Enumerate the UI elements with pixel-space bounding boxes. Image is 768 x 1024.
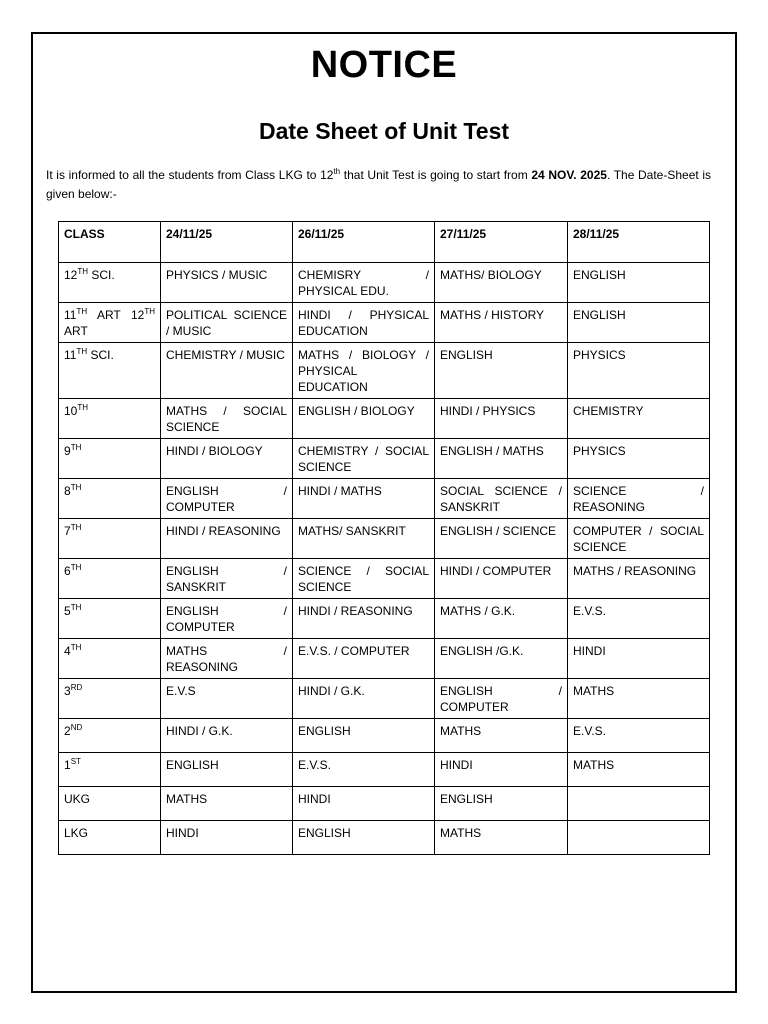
subject-cell: ENGLISH (435, 787, 568, 821)
class-cell (59, 639, 161, 679)
class-cell (59, 439, 161, 479)
subject-cell: HINDI (161, 821, 293, 855)
intro-text-1: It is informed to all the students from Class LKG to 12 (46, 168, 334, 182)
class-class-rest: ART 12 (87, 308, 145, 322)
intro-sup: th (333, 167, 341, 176)
table-row (59, 559, 710, 599)
subject-cell: ENGLISH (293, 719, 435, 753)
subject-cell: PHYSICS (568, 343, 710, 399)
subject-cell: E.V.S. (568, 599, 710, 639)
subject-cell: ENGLISH / SANSKRIT (161, 559, 293, 599)
subject-cell: MATHS / REASONING (161, 639, 293, 679)
class-class-rest: SCI. (88, 268, 115, 282)
class-cell (59, 599, 161, 639)
subject-cell: CHEMISRY / PHYSICAL EDU. (293, 263, 435, 303)
subject-cell: E.V.S (161, 679, 293, 719)
subject-cell: ENGLISH / COMPUTER (161, 599, 293, 639)
class-cell (59, 479, 161, 519)
class-class-sup2: TH (144, 307, 155, 316)
class-class-num: 1 (64, 758, 71, 772)
subject-cell: E.V.S. (568, 719, 710, 753)
subject-cell: HINDI / MATHS (293, 479, 435, 519)
subject-cell: SCIENCE / REASONING (568, 479, 710, 519)
class-cell (59, 559, 161, 599)
subject-cell: SCIENCE / SOCIAL SCIENCE (293, 559, 435, 599)
table-row (59, 263, 710, 303)
table-row (59, 753, 710, 787)
class-class-sup: ND (70, 723, 83, 732)
class-class-sup: TH (76, 347, 88, 356)
subject-cell: ENGLISH (568, 263, 710, 303)
subject-cell: MATHS/ BIOLOGY (435, 263, 568, 303)
class-class-num: 9 (64, 444, 71, 458)
table-row (59, 479, 710, 519)
subject-cell: COMPUTER / SOCIAL SCIENCE (568, 519, 710, 559)
header-date-2: 26/11/25 (293, 222, 435, 263)
date-sheet-subtitle: Date Sheet of Unit Test (258, 118, 510, 144)
subject-cell: ENGLISH / MATHS (435, 439, 568, 479)
class-class-sup: TH (70, 643, 82, 652)
class-class-sup: TH (70, 523, 82, 532)
subject-cell: ENGLISH (568, 303, 710, 343)
subject-cell: HINDI (568, 639, 710, 679)
subject-cell: E.V.S. (293, 753, 435, 787)
class-class-num: 10 (64, 404, 78, 418)
subject-cell: HINDI / BIOLOGY (161, 439, 293, 479)
subject-cell: MATHS / REASONING (568, 559, 710, 599)
subject-cell: CHEMISTRY / SOCIAL SCIENCE (293, 439, 435, 479)
class-cell (59, 719, 161, 753)
subject-cell: ENGLISH / COMPUTER (435, 679, 568, 719)
class-class-num: 3 (64, 684, 71, 698)
subject-cell: HINDI (435, 753, 568, 787)
subject-cell: ENGLISH (161, 753, 293, 787)
class-class-sup: RD (70, 683, 83, 692)
subject-cell: PHYSICS (568, 439, 710, 479)
subject-cell: HINDI / PHYSICAL EDUCATION (293, 303, 435, 343)
subject-cell: ENGLISH / BIOLOGY (293, 399, 435, 439)
subject-cell: MATHS (568, 753, 710, 787)
subject-cell: MATHS (435, 821, 568, 855)
subject-cell: ENGLISH (435, 343, 568, 399)
subject-cell (568, 821, 710, 855)
class-class-sup: TH (77, 267, 89, 276)
class-class-num: 7 (64, 524, 71, 538)
header-date-4: 28/11/25 (568, 222, 710, 263)
subject-cell: CHEMISTRY / MUSIC (161, 343, 293, 399)
subject-cell: HINDI / PHYSICS (435, 399, 568, 439)
class-cell (59, 263, 161, 303)
table-row (59, 439, 710, 479)
header-date-3: 27/11/25 (435, 222, 568, 263)
subject-cell: ENGLISH / COMPUTER (161, 479, 293, 519)
table-row (59, 821, 710, 855)
subject-cell: HINDI / REASONING (293, 599, 435, 639)
class-cell (59, 679, 161, 719)
table-row (59, 787, 710, 821)
table-row (59, 303, 710, 343)
class-class-num: 4 (64, 644, 71, 658)
subject-cell: MATHS/ SANSKRIT (293, 519, 435, 559)
class-cell (59, 821, 161, 855)
header-date-1: 24/11/25 (161, 222, 293, 263)
subject-cell: MATHS (568, 679, 710, 719)
subject-cell: HINDI / G.K. (161, 719, 293, 753)
subject-cell: SOCIAL SCIENCE / SANSKRIT (435, 479, 568, 519)
table-header-row (59, 222, 710, 263)
intro-paragraph (46, 166, 711, 204)
subject-cell: PHYSICS / MUSIC (161, 263, 293, 303)
class-class-sup: ST (70, 757, 81, 766)
subject-cell: ENGLISH /G.K. (435, 639, 568, 679)
table-row (59, 343, 710, 399)
table-row (59, 639, 710, 679)
class-class-rest: SCI. (87, 348, 114, 362)
subject-cell: MATHS (435, 719, 568, 753)
class-class-num: 8 (64, 484, 71, 498)
subject-cell: HINDI / REASONING (161, 519, 293, 559)
intro-text-2: that Unit Test is going to start from (340, 168, 532, 182)
subject-cell: MATHS / G.K. (435, 599, 568, 639)
class-cell (59, 787, 161, 821)
class-class-sup: TH (70, 603, 82, 612)
subject-cell: MATHS / SOCIAL SCIENCE (161, 399, 293, 439)
intro-text-3: . The Date-Sheet is given below:- (46, 168, 712, 201)
class-class-num: 2 (64, 724, 71, 738)
class-cell (59, 303, 161, 343)
class-class-num: 6 (64, 564, 71, 578)
class-class-num: 11 (64, 348, 77, 362)
subject-cell: MATHS / HISTORY (435, 303, 568, 343)
intro-start-date: 24 NOV. 2025 (531, 168, 607, 182)
table-row (59, 599, 710, 639)
class-class-num: 11 (64, 308, 77, 322)
header-class: CLASS (59, 222, 161, 263)
table-row (59, 719, 710, 753)
subject-cell: HINDI (293, 787, 435, 821)
class-class-rest2: ART (64, 324, 88, 338)
subject-cell (568, 787, 710, 821)
table-row (59, 399, 710, 439)
class-class-num: 5 (64, 604, 71, 618)
class-class-sup: TH (70, 443, 82, 452)
class-class-sup: TH (76, 307, 88, 316)
subject-cell: HINDI / G.K. (293, 679, 435, 719)
table-row (59, 519, 710, 559)
notice-frame (31, 32, 737, 993)
table-body (59, 263, 710, 855)
class-class-sup: TH (77, 403, 89, 412)
subject-cell: CHEMISTRY (568, 399, 710, 439)
table-row (59, 679, 710, 719)
class-class-num: 12 (64, 268, 78, 282)
subject-cell: ENGLISH / SCIENCE (435, 519, 568, 559)
subject-cell: MATHS / BIOLOGY / PHYSICAL EDUCATION (293, 343, 435, 399)
class-cell (59, 343, 161, 399)
subject-cell: HINDI / COMPUTER (435, 559, 568, 599)
subject-cell: MATHS (161, 787, 293, 821)
subject-cell: E.V.S. / COMPUTER (293, 639, 435, 679)
date-sheet-table (58, 221, 710, 855)
class-class-num: LKG (64, 826, 89, 840)
class-class-sup: TH (70, 483, 82, 492)
subject-cell: POLITICAL SCIENCE / MUSIC (161, 303, 293, 343)
class-class-num: UKG (64, 792, 91, 806)
notice-title: NOTICE (310, 44, 458, 86)
class-cell (59, 519, 161, 559)
class-cell (59, 399, 161, 439)
class-class-sup: TH (70, 563, 82, 572)
class-cell (59, 753, 161, 787)
subject-cell: ENGLISH (293, 821, 435, 855)
